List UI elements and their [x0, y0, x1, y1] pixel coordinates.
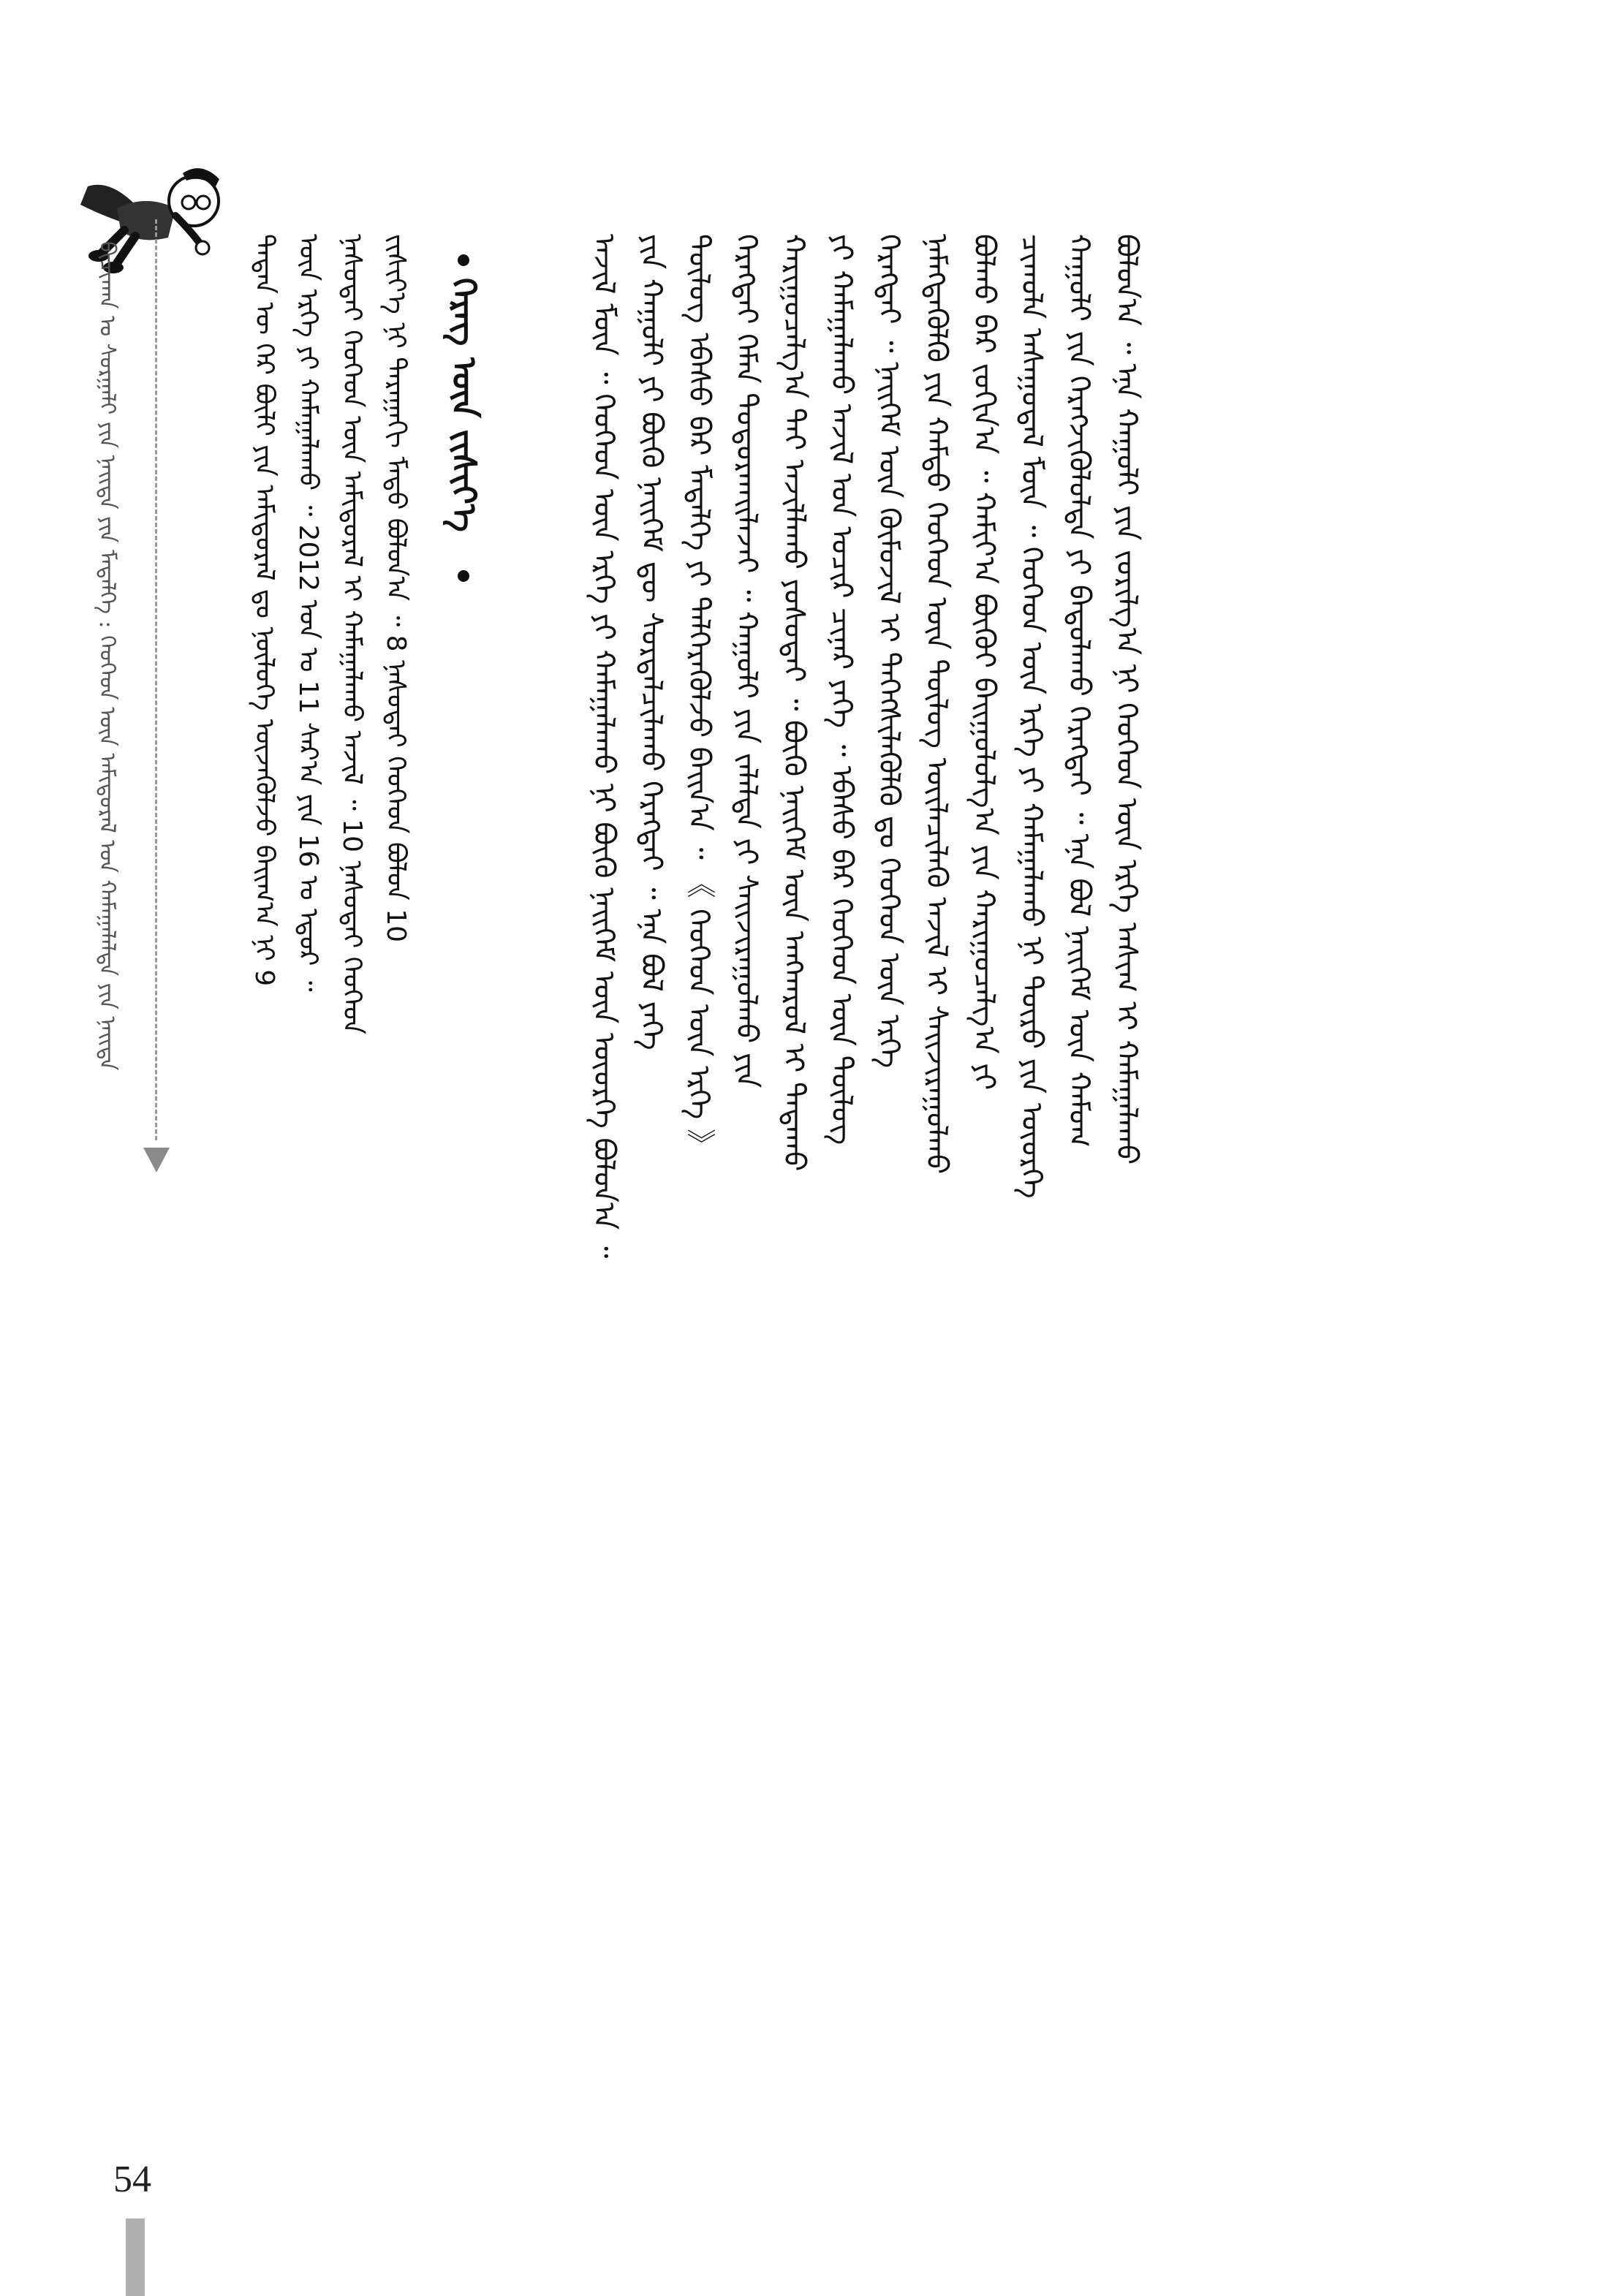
triangle-arrow-icon [143, 1148, 170, 1172]
body-text-column: ᠲᠥᠯᠦᠭ᠌ ᠡᠪᠡᠰᠦ ᠪᠡᠷ ᠮᠡᠳᠡᠯᠭᠡ ᠶᠢ ᠳᠡᠯᠭᠡᠷᠡᠭᠦᠯᠵᠦ ᠪᠠᠢᠨ᠎ᠠ ᠃ 《 ᠬᠡᠦᠬᠡᠳ ᠦᠨ ᠡᠷᠬᠡ 》 [682, 234, 716, 1159]
footnote-column: ᠦᠨ ᠡᠷᠬᠡ ᠶᠢ ᠬᠠᠮᠠᠭᠠᠯᠠᠬᠤ ᠃ 2012 ᠣᠨ ᠤ 11 ᠰᠠᠷ᠎ᠠ ᠶᠢᠨ 16 ᠤ ᠡᠳᠦᠷ ᠃ [293, 234, 323, 992]
body-text-column: ᠠᠵᠢᠯ ᠮᠥᠨ ᠃ ᠬᠡᠦᠬᠡᠳ ᠦᠨ ᠡᠷᠬᠡ ᠶᠢ ᠬᠠᠮᠠᠭᠠᠯᠠᠬᠤ ᠨᠢ ᠪᠦᠬᠦ ᠨᠡᠢᠭᠡᠮ ᠦᠨ ᠦᠦᠷᠭᠡ ᠪᠣᠯᠤᠨ᠎ᠠ ᠃ [587, 234, 621, 1259]
body-text-column: ᠬᠡᠷᠡᠭᠲᠡᠢ ᠬᠡᠮᠡᠨ ᠲᠣᠳᠤᠷᠬᠠᠢᠯᠠᠵᠠᠢ ᠃ ᠬᠠᠭᠤᠯᠢ ᠶᠢᠨ ᠵᠠᠯᠠᠯᠲᠠ ᠶᠢ ᠰᠠᠢᠵᠢᠷᠠᠭᠤᠯᠬᠤ ᠶᠢᠨ [730, 234, 763, 1088]
page-edge-bar [126, 2219, 145, 2296]
body-text-column: ᠶᠢᠨ ᠬᠠᠭᠤᠯᠢ ᠶᠢ ᠪᠦᠬᠦ ᠨᠡᠢᠭᠡᠮ ᠳᠦ ᠰᠤᠷᠲᠠᠯᠴᠢᠯᠠᠬᠤ ᠬᠡᠷᠡᠭᠲᠡᠢ ᠃ ᠡᠨᠡ ᠪᠣᠯ ᠶᠡᠬᠡ [635, 234, 668, 1050]
body-text-column: ᠨᠡᠮᠡᠭᠳᠡᠭᠦᠯᠬᠦ ᠶᠢᠨ ᠬᠠᠮᠲᠤ ᠬᠡᠦᠬᠡᠳ ᠦᠨ ᠲᠥᠯᠦᠭ᠌ ᠦᠢᠯᠡᠴᠢᠯᠡᠬᠦ ᠠᠵᠢᠯ ᠢ ᠰᠠᠢᠵᠢᠷᠠᠭᠤᠯᠬᠤ [920, 234, 953, 1175]
footnote-column: ᠲᠡᠳᠡᠨ ᠦ ᠭᠡᠷ ᠪᠦᠯᠢ ᠶᠢᠨ ᠠᠮᠢᠳᠤᠷᠠᠯ ᠳᠤ ᠨᠥᠯᠥᠭᠡ ᠦᠵᠡᠭᠦᠯᠵᠦ ᠪᠠᠢᠭ᠎ᠠ ᠨᠢ 9 [249, 234, 279, 987]
body-text-column: ᠴᠢᠬᠤᠯᠠ ᠠᠰᠠᠭᠤᠳᠠᠯ ᠮᠥᠨ ᠃ ᠬᠡᠦᠬᠡᠳ ᠦᠨ ᠡᠷᠬᠡ ᠶᠢ ᠬᠠᠮᠠᠭᠠᠯᠠᠬᠤ ᠨᠢ ᠲᠥᠷᠥ ᠶᠢᠨ ᠦᠦᠷᠭᠡ [1015, 234, 1048, 1199]
body-text-column: ᠬᠡᠷᠡᠭᠲᠡᠢ ᠃ ᠨᠡᠢᠭᠡᠮ ᠦᠨ ᠬᠦᠮᠦᠵᠢᠯ ᠢ ᠳᠡᠭᠡᠭᠰᠢᠯᠡᠭᠦᠯᠬᠦ ᠳᠤ ᠬᠡᠦᠬᠡᠳ ᠦᠨ ᠡᠷᠬᠡ [872, 234, 906, 1069]
heading-bullet [458, 570, 469, 582]
body-text-column: ᠪᠣᠯᠤᠨ᠎ᠠ ᠃ ᠡᠨᠡ ᠬᠠᠭᠤᠯᠢ ᠶᠢᠨ ᠵᠣᠷᠢᠯᠭ᠎ᠠ ᠨᠢ ᠬᠡᠦᠬᠡᠳ ᠦᠨ ᠡᠷᠬᠡ ᠠᠰᠢᠭ ᠢ ᠬᠠᠮᠠᠭᠠᠯᠠᠬᠤ [1110, 234, 1143, 1165]
heading-bullet [458, 254, 469, 266]
running-header: ᠪᠢᠴᠢᠬᠠᠨ ᠤ ᠰᠤᠷᠭᠠᠯᠢ ᠶᠢᠨ ᠨᠡᠢᠲᠡ ᠶᠢᠨ ᠮᠡᠳᠡᠯᠭᠡ : ᠬᠡᠦᠬᠡᠳ ᠦᠨ ᠠᠮᠢᠳᠤᠷᠠᠯ ᠤᠨ ᠬᠠᠮᠠᠭᠠᠯᠠᠯᠲᠠ ᠶᠢᠨ ᠨᠡᠢᠲᠡ [94, 241, 120, 1071]
body-text-column: ᠬᠠᠷᠢᠭᠤᠴᠠᠯᠭ᠎ᠠ ᠲᠠᠢ ᠠᠵᠢᠯᠯᠠᠬᠤ ᠶᠣᠰᠤᠲᠠᠢ ᠃ ᠪᠦᠬᠦ ᠨᠡᠢᠭᠡᠮ ᠦᠨ ᠠᠩᠬᠠᠷᠤᠯ ᠢ ᠲᠠᠲᠠᠬᠤ [777, 234, 811, 1172]
body-text-column: ᠬᠠᠭᠤᠯᠢ ᠶᠢᠨ ᠬᠡᠷᠡᠭᠵᠢᠭᠦᠯᠦᠯᠲᠡ ᠶᠢ ᠪᠠᠲᠤᠯᠠᠬᠤ ᠬᠡᠷᠡᠭᠲᠡᠢ ᠃ ᠡᠨᠡ ᠪᠣᠯ ᠨᠡᠢᠭᠡᠮ ᠦᠨ ᠬᠠᠮᠤᠭ [1062, 234, 1096, 1148]
body-text-column: ᠶᠢ ᠬᠠᠮᠠᠭᠠᠯᠠᠬᠤ ᠠᠵᠢᠯ ᠤᠨ ᠤᠴᠢᠷ ᠴᠢᠨᠠᠷ ᠶᠡᠬᠡ ᠃ ᠡᠪᠡᠰᠦ ᠪᠡᠷ ᠬᠡᠦᠬᠡᠳ ᠦᠨ ᠲᠥᠯᠦᠭ᠌ [825, 234, 858, 1145]
body-text-column: ᠪᠣᠯᠬᠤ ᠪᠠᠷ ᠵᠣᠬᠢᠨ᠎ᠠ ᠃ ᠬᠠᠮᠢᠶ᠎ᠠ ᠪᠦᠬᠦᠢ ᠪᠠᠢᠭᠤᠯᠤᠯᠭ᠎ᠠ ᠶᠢᠨ ᠬᠠᠷᠢᠭᠤᠴᠠᠯᠭ᠎ᠠ ᠶᠢ [967, 234, 1001, 1091]
footnote-column: ᠵᠢᠱᠢᠶ᠎ᠡ ᠨᠢ ᠳᠠᠷᠠᠭᠠᠬᠢ ᠮᠡᠲᠦ ᠪᠣᠯᠤᠨ᠎ᠠ ᠃ 8 ᠨᠠᠰᠤᠲᠠᠢ ᠬᠡᠦᠬᠡᠳ ᠪᠣᠯᠤᠨ 10 [381, 234, 411, 943]
footnote-column: ᠨᠠᠰᠤᠲᠠᠢ ᠬᠡᠦᠬᠡᠳ ᠦᠨ ᠠᠮᠢᠳᠤᠷᠠᠯ ᠢ ᠬᠠᠮᠠᠭᠠᠯᠠᠬᠤ ᠠᠵᠢᠯ ᠃ 10 ᠨᠠᠰᠤᠲᠠᠢ ᠬᠡᠦᠬᠡᠳ [337, 234, 367, 1035]
page-number: 54 [113, 2159, 151, 2200]
section-heading: ᠬᠡᠷᠡᠭ ᠦᠨ ᠵᠢᠱᠢᠶ᠎ᠡ [444, 278, 484, 532]
header-divider [155, 219, 157, 1140]
